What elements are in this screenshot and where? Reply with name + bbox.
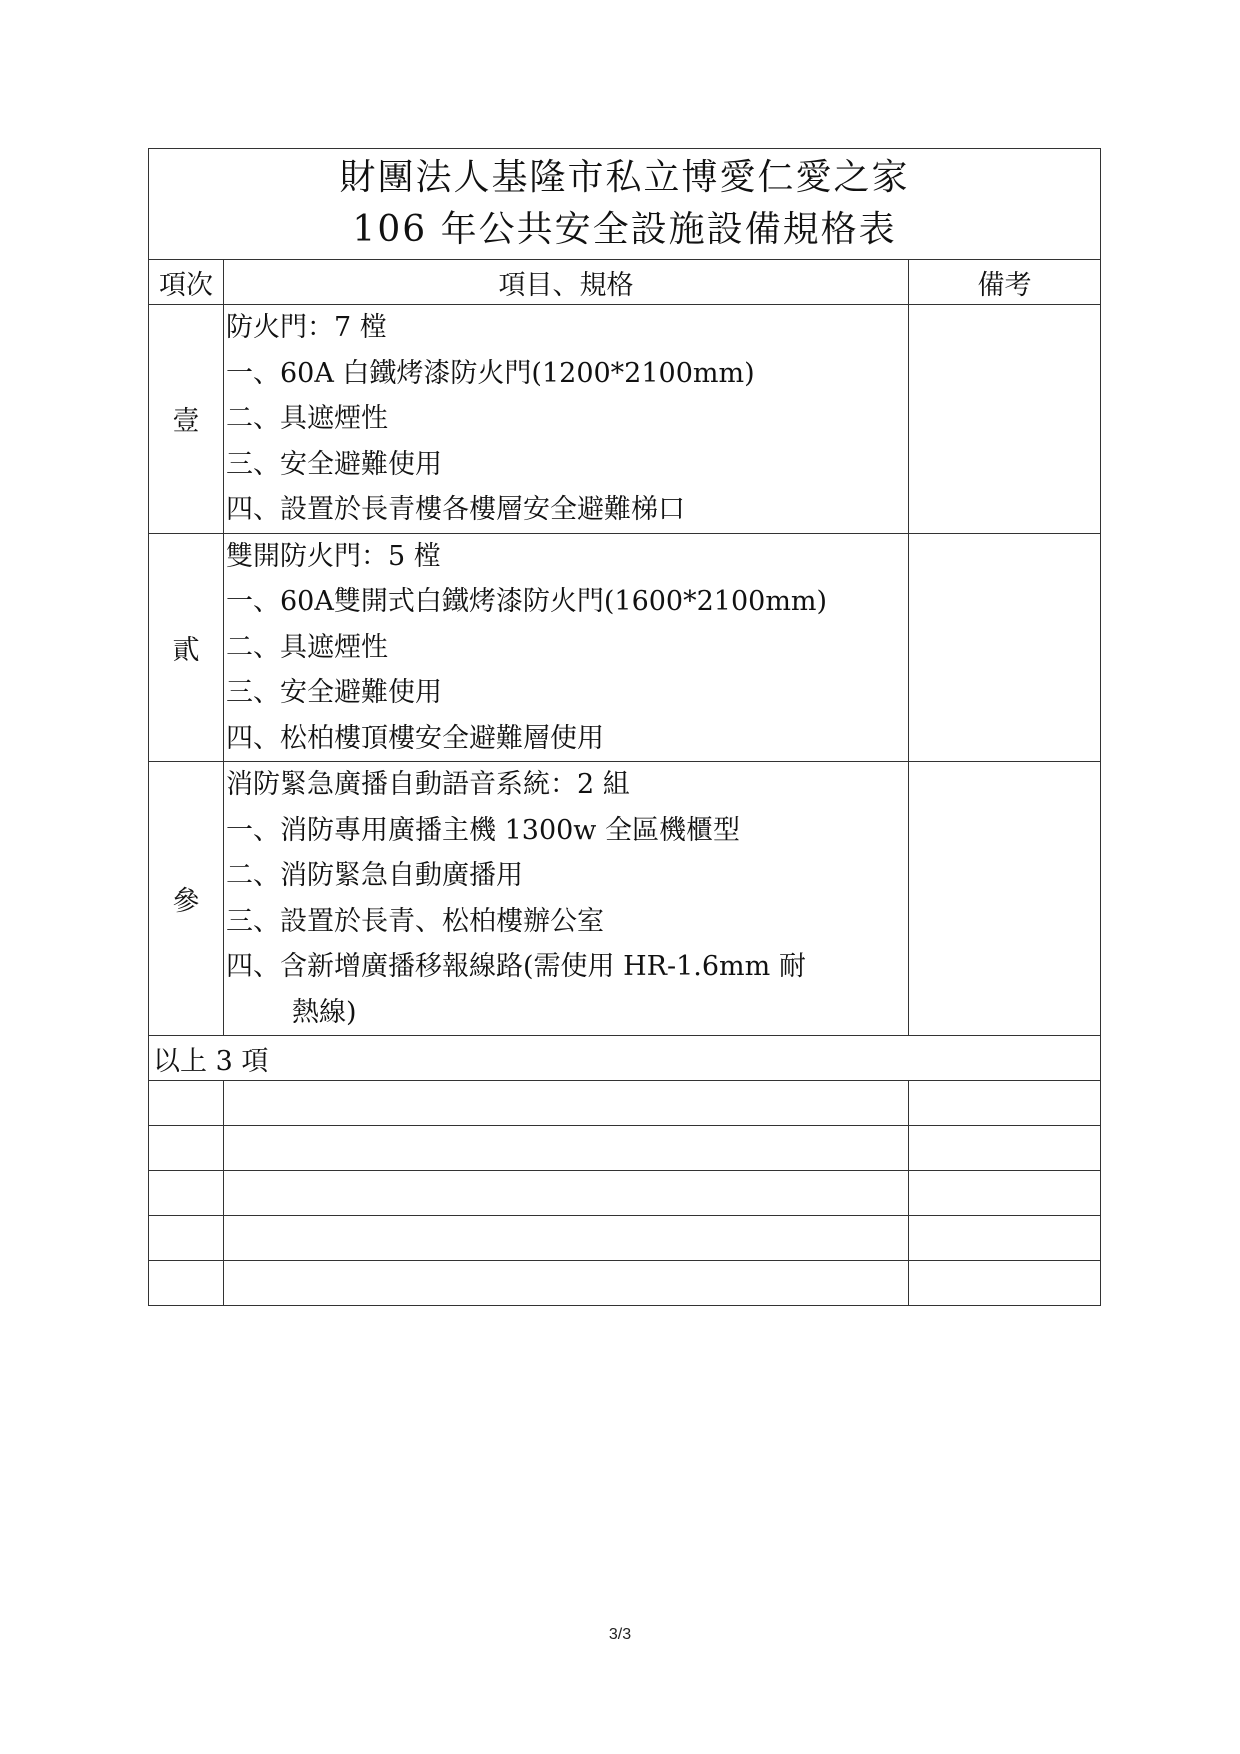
empty-cell <box>224 1261 909 1306</box>
empty-cell <box>149 1081 224 1126</box>
empty-row <box>149 1126 1101 1171</box>
page-number: 3/3 <box>608 1626 632 1643</box>
empty-row <box>149 1081 1101 1126</box>
empty-cell <box>909 1081 1101 1126</box>
item-line: 三、安全避難使用 <box>226 677 442 708</box>
empty-cell <box>224 1216 909 1261</box>
table-row <box>149 533 1101 762</box>
item-remarks <box>909 762 1101 1036</box>
title-row <box>149 149 1101 260</box>
item-number: 參 <box>149 762 224 1036</box>
item-spec <box>224 533 909 762</box>
header-remarks: 備考 <box>909 260 1101 305</box>
item-line: 一、消防專用廣播主機 1300w 全區機櫃型 <box>226 814 740 846</box>
empty-row <box>149 1261 1101 1306</box>
item-line: 一、60A雙開式白鐵烤漆防火門(1600*2100mm) <box>226 586 828 617</box>
item-number: 貳 <box>149 533 224 762</box>
empty-row <box>149 1216 1101 1261</box>
header-number: 項次 <box>149 260 224 305</box>
item-line: 二、具遮煙性 <box>226 403 388 434</box>
header-item-spec: 項目、規格 <box>224 260 909 305</box>
item-line: 四、設置於長青樓各樓層安全避難梯口 <box>226 494 685 525</box>
item-line: 消防緊急廣播自動語音系統：2 組 <box>226 769 630 800</box>
total-row <box>149 1036 1101 1081</box>
title-cell <box>149 149 1101 260</box>
item-line: 熱線) <box>292 996 357 1028</box>
item-spec <box>224 762 909 1036</box>
item-line: 防火門：7 樘 <box>226 312 387 343</box>
item-line: 三、設置於長青、松柏樓辦公室 <box>226 905 604 937</box>
empty-cell <box>224 1126 909 1171</box>
item-remarks <box>909 533 1101 762</box>
empty-cell <box>149 1261 224 1306</box>
table-row <box>149 762 1101 1036</box>
item-line: 二、具遮煙性 <box>226 631 388 663</box>
document-title: 財團法人基隆市私立博愛仁愛之家 <box>339 157 910 198</box>
item-line: 一、60A 白鐵烤漆防火門(1200*2100mm) <box>226 357 755 389</box>
item-line: 四、含新增廣播移報線路(需使用 HR-1.6mm 耐 <box>226 951 806 982</box>
empty-cell <box>909 1216 1101 1261</box>
empty-cell <box>149 1126 224 1171</box>
item-line: 雙開防火門：5 樘 <box>226 540 441 572</box>
header-row <box>149 260 1101 305</box>
item-number: 壹 <box>149 305 224 534</box>
empty-cell <box>149 1216 224 1261</box>
empty-row <box>149 1171 1101 1216</box>
table-row <box>149 305 1101 534</box>
spec-table <box>148 148 1101 1306</box>
empty-cell <box>224 1081 909 1126</box>
empty-cell <box>909 1171 1101 1216</box>
document-subtitle: 106 年公共安全設施設備規格表 <box>352 209 897 250</box>
item-remarks <box>909 305 1101 534</box>
empty-cell <box>149 1171 224 1216</box>
item-line: 四、松柏樓頂樓安全避難層使用 <box>226 722 604 754</box>
item-line: 二、消防緊急自動廣播用 <box>226 860 523 891</box>
empty-cell <box>909 1126 1101 1171</box>
item-spec <box>224 305 909 534</box>
item-line: 三、安全避難使用 <box>226 448 442 480</box>
total-text: 以上 3 項 <box>149 1036 1101 1081</box>
empty-cell <box>909 1261 1101 1306</box>
empty-cell <box>224 1171 909 1216</box>
